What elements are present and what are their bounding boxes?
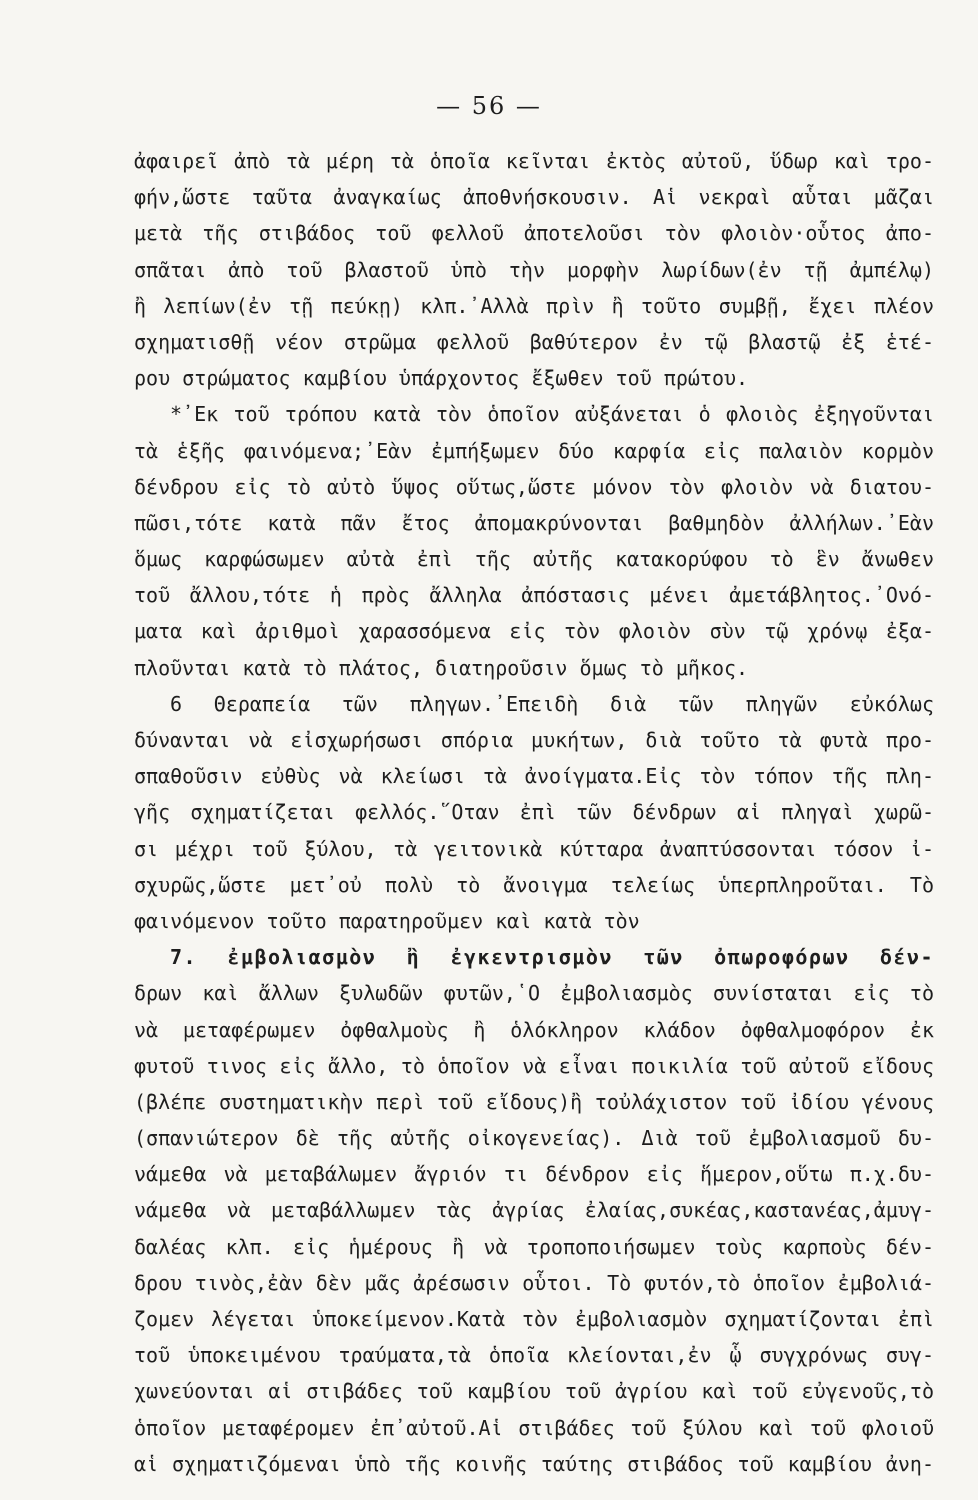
text-line: σχηματισθῇ νέον στρῶμα φελλοῦ βαθύτερον ἐν τῷ βλαστῷ ἐξ ἑτέ- xyxy=(134,329,934,354)
text-line: *᾿Εκ τοῦ τρόπου κατὰ τὸν ὁποῖον αὐξάνεται ὁ φλοιὸς ἐξηγοῦνται xyxy=(170,402,934,427)
text-line: δαλέας κλπ. εἰς ἡμέρους ἢ νὰ τροποποιήσωμεν τοὺς καρποὺς δέν- xyxy=(134,1234,934,1259)
text-line: (σπανιώτερον δὲ τῆς αὐτῆς οἰκογενείας). Διὰ τοῦ ἐμβολιασμοῦ δυ- xyxy=(134,1126,934,1151)
text-line: φήν,ὥστε ταῦτα ἀναγκαίως ἀποθνήσκουσιν. Αἱ νεκραὶ αὗται μᾶζαι xyxy=(134,185,934,210)
text-line: χωνεύονται αἱ στιβάδες τοῦ καμβίου τοῦ ἀγρίου καὶ τοῦ εὐγενοῦς,τὸ xyxy=(134,1379,934,1404)
text-line: πῶσι,τότε κατὰ πᾶν ἔτος ἀπομακρύνονται βαθμηδὸν ἀλλήλων.᾿Εὰν xyxy=(134,510,934,535)
page-number: — 56 — xyxy=(436,92,542,120)
text-line: πλοῦνται κατὰ τὸ πλάτος, διατηροῦσιν ὅμως τὸ μῆκος. xyxy=(134,655,749,680)
text-line: σι μέχρι τοῦ ξύλου, τὰ γειτονικὰ κύτταρα ἀναπτύσσονται τόσον ἰ- xyxy=(134,836,934,861)
text-line: ὅμως καρφώσωμεν αὐτὰ ἐπὶ τῆς αὐτῆς κατακορύφου τὸ ἓν ἄνωθεν xyxy=(134,547,934,572)
text-line: ματα καὶ ἀριθμοὶ χαρασσόμενα εἰς τὸν φλοιὸν σὺν τῷ χρόνῳ ἐξα- xyxy=(134,619,934,644)
text-line: νάμεθα νὰ μεταβάλωμεν ἄγριόν τι δένδρον εἰς ἥμερον,οὕτω π.χ.δυ- xyxy=(134,1162,934,1187)
text-line: μετὰ τῆς στιβάδος τοῦ φελλοῦ ἀποτελοῦσι τὸν φλοιὸν·οὗτος ἀπο- xyxy=(134,221,934,246)
text-line: φυτοῦ τινος εἰς ἄλλο, τὸ ὁποῖον νὰ εἶναι ποικιλία τοῦ αὐτοῦ εἴδους xyxy=(134,1053,934,1078)
text-line: αἱ σχηματιζόμεναι ὑπὸ τῆς κοινῆς ταύτης στιβάδος τοῦ καμβίου ἀνη- xyxy=(134,1451,934,1476)
section-heading-line: 6 Θεραπεία τῶν πληγων.᾿Επειδὴ διὰ τῶν πληγῶν εὐκόλως xyxy=(170,691,934,716)
text-line: σπᾶται ἀπὸ τοῦ βλαστοῦ ὑπὸ τὴν μορφὴν λωρίδων(ἐν τῇ ἀμπέλῳ) xyxy=(134,257,934,282)
text-line: γῆς σχηματίζεται φελλός.῞Οταν ἐπὶ τῶν δένδρων αἱ πληγαὶ χωρῶ- xyxy=(134,800,934,825)
section-heading-line: 7. ἐμβολιασμὸν ἢ ἐγκεντρισμὸν τῶν ὀπωροφόρων δέν- xyxy=(170,945,934,970)
text-line: τοῦ ὑποκειμένου τραύματα,τὰ ὁποῖα κλείονται,ἐν ᾧ συγχρόνως συγ- xyxy=(134,1343,934,1368)
text-line: τὰ ἑξῆς φαινόμενα;᾿Εὰν ἐμπήξωμεν δύο καρφία εἰς παλαιὸν κορμὸν xyxy=(134,438,934,463)
text-line: σπαθοῦσιν εὐθὺς νὰ κλείωσι τὰ ἀνοίγματα.Εἰς τὸν τόπον τῆς πλη- xyxy=(134,764,934,789)
text-line: ἢ λεπίων(ἐν τῇ πεύκῃ) κλπ.᾿Αλλὰ πρὶν ἢ τοῦτο συμβῇ, ἔχει πλέον xyxy=(134,293,934,318)
text-line: δύνανται νὰ εἰσχωρήσωσι σπόρια μυκήτων, διὰ τοῦτο τὰ φυτὰ προ- xyxy=(134,728,934,752)
text-line: νάμεθα νὰ μεταβάλλωμεν τὰς ἀγρίας ἐλαίας,συκέας,καστανέας,ἀμυγ- xyxy=(134,1198,934,1223)
text-line: ἀφαιρεῖ ἀπὸ τὰ μέρη τὰ ὁποῖα κεῖνται ἐκτὸς αὐτοῦ, ὕδωρ καὶ τρο- xyxy=(134,149,934,173)
text-line: φαινόμενον τοῦτο παρατηροῦμεν καὶ κατὰ τὸν xyxy=(134,908,640,933)
text-line: νὰ μεταφέρωμεν ὀφθαλμοὺς ἢ ὁλόκληρον κλάδον ὀφθαλμοφόρον ἐκ xyxy=(134,1017,934,1042)
text-line: δρων καὶ ἄλλων ξυλωδῶν φυτῶν,῾Ο ἐμβολιασμὸς συνίσταται εἰς τὸ xyxy=(134,981,934,1006)
body-text xyxy=(134,143,934,1482)
text-line: τοῦ ἄλλου,τότε ἡ πρὸς ἄλληλα ἀπόστασις μένει ἀμετάβλητος.᾿Ονό- xyxy=(134,583,934,608)
text-line: δένδρου εἰς τὸ αὐτὸ ὕψος οὕτως,ὥστε μόνον τὸν φλοιὸν νὰ διατου- xyxy=(134,474,934,499)
text-line: ζομεν λέγεται ὑποκείμενον.Κατὰ τὸν ἐμβολιασμὸν σχηματίζονται ἐπὶ xyxy=(134,1307,934,1331)
text-line: σχυρῶς,ὥστε μετ᾿οὐ πολὺ τὸ ἄνοιγμα τελείως ὑπερπληροῦται. Τὸ xyxy=(134,872,934,897)
text-line: ρου στρώματος καμβίου ὑπάρχοντος ἔξωθεν τοῦ πρώτου. xyxy=(134,366,749,391)
text-line: ὁποῖον μεταφέρομεν ἐπ᾿αὐτοῦ.Αἱ στιβάδες τοῦ ξύλου καὶ τοῦ φλοιοῦ xyxy=(134,1415,934,1440)
text-line: (βλέπε συστηματικὴν περὶ τοῦ εἴδους)ἢ τοὐλάχιστον τοῦ ἰδίου γένους xyxy=(134,1089,934,1114)
text-line: δρου τινὸς,ἐὰν δὲν μᾶς ἀρέσωσιν οὗτοι. Τὸ φυτόν,τὸ ὁποῖον ἐμβολιά- xyxy=(134,1270,934,1295)
